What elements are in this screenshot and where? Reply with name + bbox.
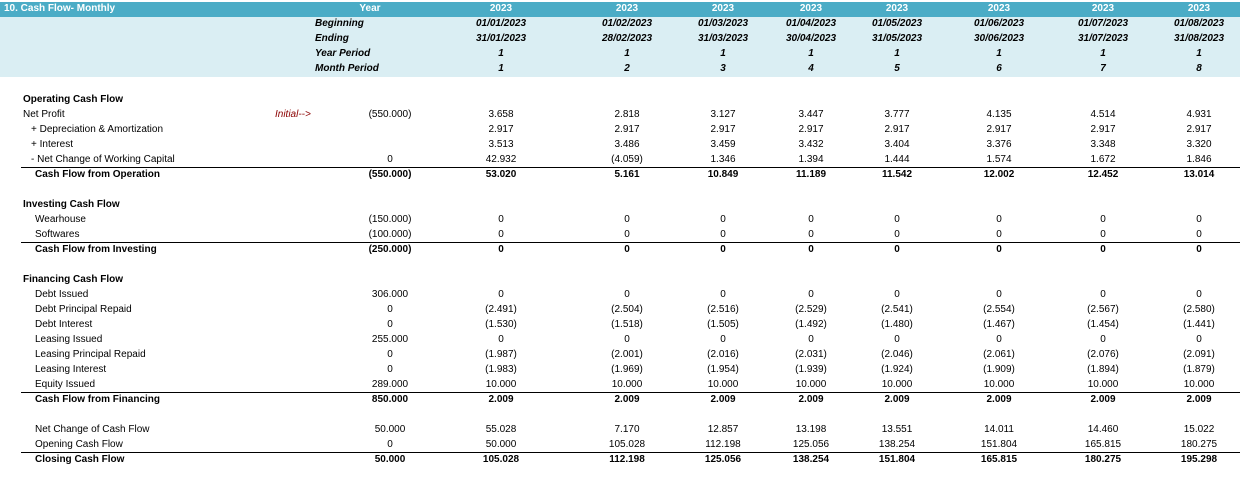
- value-cell: (1.939): [795, 364, 827, 375]
- total-divider: [21, 452, 1240, 453]
- value-cell: 1.346: [710, 154, 736, 165]
- value-cell: 0: [894, 214, 900, 225]
- initial-value: (250.000): [368, 244, 412, 255]
- value-cell: 2.009: [798, 394, 824, 405]
- value-cell: 12.857: [707, 424, 739, 435]
- value-cell: (1.505): [707, 319, 739, 330]
- sheet-title: 10. Cash Flow- Monthly: [4, 3, 116, 14]
- value-cell: (2.504): [611, 304, 643, 315]
- value-cell: 112.198: [705, 439, 741, 450]
- header-ending-cell: 31/05/2023: [871, 33, 923, 44]
- value-cell: 0: [808, 244, 814, 255]
- value-cell: 138.254: [792, 454, 830, 465]
- value-cell: 0: [1100, 244, 1106, 255]
- value-cell: 180.275: [1180, 439, 1218, 450]
- value-cell: 0: [996, 289, 1002, 300]
- row-label: + Interest: [31, 139, 73, 150]
- value-cell: 105.028: [482, 454, 520, 465]
- value-cell: 2.917: [1186, 124, 1212, 135]
- value-cell: 2.917: [488, 124, 514, 135]
- value-cell: (2.076): [1087, 349, 1119, 360]
- value-cell: 12.002: [983, 169, 1015, 180]
- header-month-period-cell: 5: [894, 63, 900, 74]
- value-cell: 0: [808, 289, 814, 300]
- value-cell: 0: [894, 289, 900, 300]
- value-cell: 151.804: [878, 454, 916, 465]
- value-cell: 3.447: [798, 109, 824, 120]
- initial-value: 0: [387, 154, 393, 165]
- value-cell: (1.441): [1183, 319, 1215, 330]
- value-cell: 0: [808, 214, 814, 225]
- header-year-period-cell: 1: [808, 48, 814, 59]
- value-cell: 3.459: [710, 139, 736, 150]
- value-cell: (1.983): [485, 364, 517, 375]
- value-cell: (2.580): [1183, 304, 1215, 315]
- value-cell: 55.028: [485, 424, 517, 435]
- value-cell: 53.020: [485, 169, 517, 180]
- section-title: Operating Cash Flow: [23, 94, 124, 105]
- row-label: Leasing Interest: [35, 364, 107, 375]
- value-cell: 2.009: [710, 394, 736, 405]
- header-beginning-cell: 01/02/2023: [601, 18, 653, 29]
- value-cell: 0: [1196, 289, 1202, 300]
- value-cell: 0: [1100, 214, 1106, 225]
- value-cell: 10.000: [881, 379, 913, 390]
- value-cell: 14.011: [984, 424, 1014, 435]
- value-cell: 0: [996, 229, 1002, 240]
- row-label: - Net Change of Working Capital: [31, 154, 175, 165]
- initial-marker: Initial-->: [275, 109, 311, 120]
- header-year-period-cell: 1: [996, 48, 1002, 59]
- header-year-cell: 2023: [711, 3, 735, 14]
- header-year-period-cell: 1: [1196, 48, 1202, 59]
- value-cell: 15.022: [1183, 424, 1215, 435]
- row-label: Equity Issued: [35, 379, 96, 390]
- value-cell: 3.127: [710, 109, 736, 120]
- value-cell: 2.009: [1090, 394, 1116, 405]
- initial-value: 0: [387, 304, 393, 315]
- initial-value: 50.000: [374, 424, 406, 435]
- value-cell: 3.658: [488, 109, 514, 120]
- value-cell: 0: [498, 289, 504, 300]
- header-label-year-period: Year Period: [315, 48, 371, 59]
- value-cell: 0: [808, 229, 814, 240]
- value-cell: 0: [624, 229, 630, 240]
- value-cell: 11.542: [881, 169, 913, 180]
- initial-value: (100.000): [368, 229, 412, 240]
- value-cell: 125.056: [704, 454, 742, 465]
- value-cell: (1.909): [983, 364, 1015, 375]
- value-cell: 0: [1196, 334, 1202, 345]
- value-cell: 2.009: [1186, 394, 1212, 405]
- initial-value: 0: [387, 349, 393, 360]
- value-cell: (2.046): [881, 349, 913, 360]
- total-row-label: Cash Flow from Investing: [35, 244, 157, 255]
- header-beginning-cell: 01/05/2023: [871, 18, 923, 29]
- value-cell: 180.275: [1084, 454, 1122, 465]
- value-cell: 10.000: [485, 379, 517, 390]
- header-month-period-cell: 8: [1196, 63, 1202, 74]
- header-year-cell: 2023: [489, 3, 513, 14]
- header-beginning-cell: 01/07/2023: [1077, 18, 1129, 29]
- value-cell: (1.894): [1087, 364, 1119, 375]
- value-cell: 10.000: [983, 379, 1015, 390]
- value-cell: 2.917: [614, 124, 640, 135]
- value-cell: 165.815: [980, 454, 1018, 465]
- header-year-cell: 2023: [615, 3, 639, 14]
- value-cell: 3.404: [884, 139, 910, 150]
- header-year-cell: 2023: [799, 3, 823, 14]
- row-label: Leasing Principal Repaid: [35, 349, 146, 360]
- row-label: Opening Cash Flow: [35, 439, 123, 450]
- row-label: Softwares: [35, 229, 80, 240]
- value-cell: 0: [720, 244, 726, 255]
- value-cell: (1.530): [485, 319, 517, 330]
- value-cell: 2.917: [710, 124, 736, 135]
- header-year-period-cell: 1: [720, 48, 726, 59]
- row-label: Net Change of Cash Flow: [35, 424, 150, 435]
- initial-value: 306.000: [371, 289, 409, 300]
- header-year-cell: 2023: [987, 3, 1011, 14]
- header-month-period-cell: 3: [720, 63, 726, 74]
- value-cell: (1.480): [881, 319, 913, 330]
- initial-value: 0: [387, 364, 393, 375]
- value-cell: (1.879): [1183, 364, 1215, 375]
- value-cell: 10.849: [707, 169, 739, 180]
- value-cell: 0: [720, 289, 726, 300]
- value-cell: 138.254: [878, 439, 916, 450]
- header-ending-cell: 31/08/2023: [1173, 33, 1225, 44]
- total-divider: [21, 242, 1240, 243]
- row-label: Debt Principal Repaid: [35, 304, 132, 315]
- value-cell: 0: [894, 229, 900, 240]
- value-cell: 5.161: [614, 169, 640, 180]
- value-cell: 0: [498, 214, 504, 225]
- value-cell: 10.000: [795, 379, 827, 390]
- total-row-label: Closing Cash Flow: [35, 454, 125, 465]
- value-cell: 7.170: [614, 424, 640, 435]
- value-cell: 1.444: [884, 154, 910, 165]
- header-year-cell: 2023: [885, 3, 909, 14]
- value-cell: 1.394: [798, 154, 824, 165]
- value-cell: 14.460: [1087, 424, 1119, 435]
- value-cell: 13.551: [881, 424, 913, 435]
- header-month-period-cell: 4: [808, 63, 814, 74]
- initial-value: 50.000: [374, 454, 406, 465]
- value-cell: (2.554): [983, 304, 1015, 315]
- header-year-cell: 2023: [1187, 3, 1211, 14]
- value-cell: 0: [1100, 289, 1106, 300]
- value-cell: 11.189: [795, 169, 827, 180]
- initial-value: (550.000): [368, 169, 412, 180]
- value-cell: 165.815: [1084, 439, 1122, 450]
- initial-value: 289.000: [371, 379, 409, 390]
- value-cell: (2.567): [1087, 304, 1119, 315]
- value-cell: 105.028: [608, 439, 646, 450]
- value-cell: 42.932: [485, 154, 517, 165]
- row-label: Net Profit: [23, 109, 65, 120]
- section-title: Financing Cash Flow: [23, 274, 124, 285]
- section-title: Investing Cash Flow: [23, 199, 120, 210]
- value-cell: 12.452: [1087, 169, 1119, 180]
- value-cell: 0: [498, 334, 504, 345]
- value-cell: (1.454): [1087, 319, 1119, 330]
- value-cell: 0: [894, 244, 900, 255]
- value-cell: 0: [808, 334, 814, 345]
- row-label: + Depreciation & Amortization: [31, 124, 164, 135]
- value-cell: 2.917: [1090, 124, 1116, 135]
- value-cell: 0: [1196, 229, 1202, 240]
- value-cell: 2.009: [884, 394, 910, 405]
- value-cell: 4.931: [1186, 109, 1212, 120]
- value-cell: 0: [1196, 214, 1202, 225]
- value-cell: 0: [624, 244, 630, 255]
- value-cell: 13.198: [795, 424, 827, 435]
- row-label: Wearhouse: [35, 214, 86, 225]
- value-cell: 0: [996, 244, 1002, 255]
- total-row-label: Cash Flow from Operation: [35, 169, 161, 180]
- value-cell: 0: [624, 334, 630, 345]
- value-cell: (1.518): [611, 319, 643, 330]
- value-cell: 0: [894, 334, 900, 345]
- initial-value: 0: [387, 439, 393, 450]
- header-year-period-cell: 1: [624, 48, 630, 59]
- total-divider: [21, 167, 1240, 168]
- header-ending-cell: 30/04/2023: [785, 33, 837, 44]
- value-cell: (1.492): [795, 319, 827, 330]
- header-year-period-cell: 1: [498, 48, 504, 59]
- value-cell: 4.514: [1090, 109, 1116, 120]
- value-cell: (4.059): [611, 154, 643, 165]
- value-cell: 0: [720, 334, 726, 345]
- value-cell: (1.924): [881, 364, 913, 375]
- value-cell: 0: [996, 334, 1002, 345]
- value-cell: (2.529): [795, 304, 827, 315]
- initial-value: 850.000: [371, 394, 409, 405]
- value-cell: 0: [624, 289, 630, 300]
- value-cell: 1.574: [986, 154, 1012, 165]
- value-cell: (2.091): [1183, 349, 1215, 360]
- header-ending-cell: 31/07/2023: [1077, 33, 1129, 44]
- value-cell: 50.000: [485, 439, 517, 450]
- value-cell: (2.031): [795, 349, 827, 360]
- value-cell: 3.777: [884, 109, 910, 120]
- header-year-period-cell: 1: [1100, 48, 1106, 59]
- value-cell: (2.541): [881, 304, 913, 315]
- value-cell: 3.513: [488, 139, 514, 150]
- value-cell: (2.491): [485, 304, 517, 315]
- value-cell: 10.000: [707, 379, 739, 390]
- value-cell: (2.061): [983, 349, 1015, 360]
- header-month-period-cell: 1: [498, 63, 504, 74]
- value-cell: 10.000: [611, 379, 643, 390]
- value-cell: 2.009: [614, 394, 640, 405]
- header-label-beginning: Beginning: [315, 18, 364, 29]
- row-label: Leasing Issued: [35, 334, 103, 345]
- initial-value: 255.000: [371, 334, 409, 345]
- value-cell: 0: [1196, 244, 1202, 255]
- header-ending-cell: 31/01/2023: [475, 33, 527, 44]
- header-beginning-cell: 01/06/2023: [973, 18, 1025, 29]
- value-cell: 0: [720, 214, 726, 225]
- value-cell: 2.917: [798, 124, 824, 135]
- value-cell: 2.009: [488, 394, 514, 405]
- value-cell: 2.009: [986, 394, 1012, 405]
- value-cell: 4.135: [986, 109, 1012, 120]
- header-month-period-cell: 6: [996, 63, 1002, 74]
- value-cell: 2.917: [986, 124, 1012, 135]
- value-cell: 3.486: [614, 139, 640, 150]
- header-ending-cell: 31/03/2023: [697, 33, 749, 44]
- value-cell: (2.016): [707, 349, 739, 360]
- value-cell: 0: [498, 229, 504, 240]
- value-cell: 112.198: [609, 454, 645, 465]
- value-cell: 0: [1100, 229, 1106, 240]
- initial-value: (150.000): [368, 214, 412, 225]
- value-cell: (1.954): [707, 364, 739, 375]
- value-cell: 0: [996, 214, 1002, 225]
- value-cell: 13.014: [1183, 169, 1215, 180]
- header-label-year: Year: [359, 3, 381, 14]
- value-cell: (1.467): [983, 319, 1015, 330]
- header-month-period-cell: 7: [1100, 63, 1106, 74]
- header-beginning-cell: 01/03/2023: [697, 18, 749, 29]
- value-cell: 1.672: [1090, 154, 1116, 165]
- header-month-period-cell: 2: [624, 63, 630, 74]
- header-ending-cell: 30/06/2023: [973, 33, 1025, 44]
- value-cell: 2.917: [884, 124, 910, 135]
- initial-value: 0: [387, 319, 393, 330]
- value-cell: 10.000: [1183, 379, 1215, 390]
- row-label: Debt Issued: [35, 289, 89, 300]
- value-cell: 0: [1100, 334, 1106, 345]
- value-cell: 0: [624, 214, 630, 225]
- value-cell: 1.846: [1186, 154, 1212, 165]
- header-beginning-cell: 01/04/2023: [785, 18, 837, 29]
- header-label-month-period: Month Period: [315, 63, 379, 74]
- value-cell: 10.000: [1087, 379, 1119, 390]
- header-year-period-cell: 1: [894, 48, 900, 59]
- header-label-ending: Ending: [315, 33, 349, 44]
- header-year-cell: 2023: [1091, 3, 1115, 14]
- value-cell: 3.376: [986, 139, 1012, 150]
- total-divider: [21, 392, 1240, 393]
- header-beginning-cell: 01/01/2023: [475, 18, 527, 29]
- value-cell: (1.969): [611, 364, 643, 375]
- value-cell: 3.320: [1186, 139, 1212, 150]
- value-cell: 2.818: [614, 109, 640, 120]
- value-cell: 195.298: [1180, 454, 1218, 465]
- initial-value: (550.000): [368, 109, 412, 120]
- value-cell: (2.001): [611, 349, 643, 360]
- value-cell: 3.348: [1090, 139, 1116, 150]
- value-cell: 0: [720, 229, 726, 240]
- value-cell: 151.804: [980, 439, 1018, 450]
- value-cell: (1.987): [485, 349, 517, 360]
- total-row-label: Cash Flow from Financing: [35, 394, 161, 405]
- header-beginning-cell: 01/08/2023: [1173, 18, 1225, 29]
- value-cell: 125.056: [792, 439, 830, 450]
- row-label: Debt Interest: [35, 319, 93, 330]
- value-cell: 3.432: [798, 139, 824, 150]
- header-ending-cell: 28/02/2023: [601, 33, 653, 44]
- value-cell: (2.516): [707, 304, 739, 315]
- value-cell: 0: [498, 244, 504, 255]
